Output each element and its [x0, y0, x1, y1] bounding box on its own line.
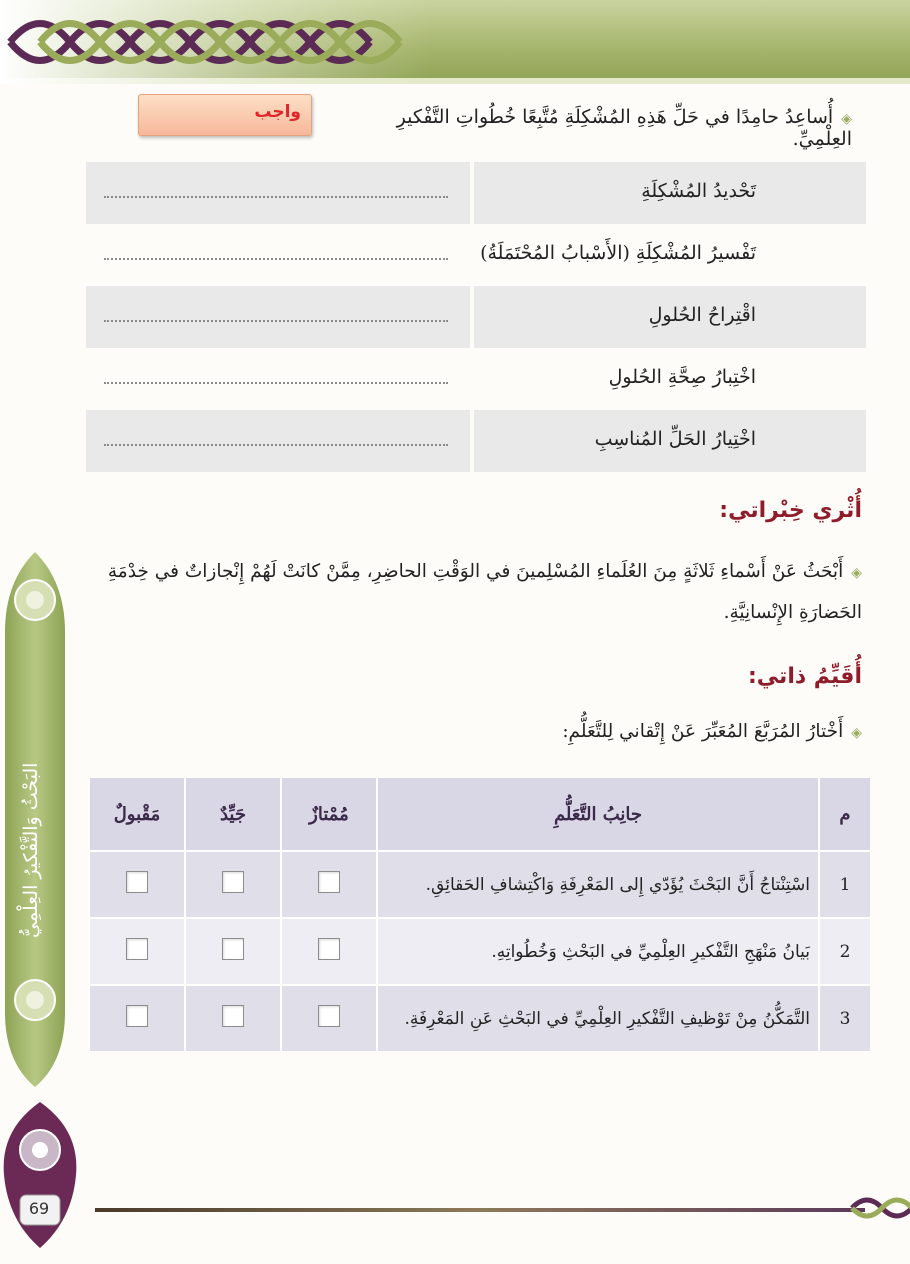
excellent-checkbox[interactable] [318, 938, 340, 960]
row-num: 1 [819, 851, 870, 918]
header-num: م [819, 778, 870, 851]
step-row [86, 410, 866, 472]
step-answer-field[interactable] [86, 410, 470, 472]
step-answer-field[interactable] [86, 162, 470, 224]
table-row [89, 918, 870, 985]
scientific-steps-table [86, 162, 866, 472]
row-num: 2 [819, 918, 870, 985]
homework-badge-label: واجب [254, 102, 301, 122]
table-row [89, 985, 870, 1051]
step-row [86, 348, 866, 410]
exercise-question-text: أُساعِدُ حامِدًا في حَلِّ هَذِهِ المُشْكِلَةِ مُتَّبِعًا خُطُواتِ التَّفْكيرِ العِلْمِيِّ. [396, 106, 852, 150]
diamond-bullet-icon: ◈ [851, 565, 862, 581]
step-label: اخْتِيارُ الحَلِّ المُناسِبِ [474, 410, 866, 472]
header-good: جَيِّدٌ [185, 778, 281, 851]
step-answer-field[interactable] [86, 286, 470, 348]
self-eval-table [88, 778, 870, 1051]
step-row [86, 286, 866, 348]
self-eval-instruction [92, 712, 862, 753]
footer-rings-ornament [848, 1190, 910, 1226]
diamond-bullet-icon: ◈ [851, 725, 862, 741]
page-number-badge [0, 1100, 80, 1250]
homework-badge [138, 94, 312, 136]
acceptable-checkbox[interactable] [126, 1005, 148, 1027]
enrich-text-body: أَبْحَثُ عَنْ أَسْماءِ ثَلاثَةٍ مِنَ العُلَماءِ المُسْلِمينَ في الوَقْتِ الحاضِرِ، مِمَّنْ كانَتْ لَهُمْ إِنْجازاتٌ في خِدْمَةِ الحَضارَةِ الإِنْسانِيَّةِ. [107, 561, 862, 623]
self-eval-title: أُقَيِّمُ ذاتي: [748, 664, 862, 689]
step-row [86, 162, 866, 224]
step-label: اخْتِبارُ صِحَّةِ الحُلولِ [608, 366, 756, 388]
table-row [89, 851, 870, 918]
exercise-question [332, 106, 852, 150]
self-eval-instruction-text: أَخْتارُ المُرَبَّعَ المُعَبِّرَ عَنْ إِتْقاني لِلتَّعَلُّمِ: [562, 721, 844, 742]
acceptable-checkbox[interactable] [126, 871, 148, 893]
good-checkbox[interactable] [222, 938, 244, 960]
header-acceptable: مَقْبولٌ [89, 778, 185, 851]
step-label: تَحْديدُ المُشْكِلَةِ [474, 162, 866, 224]
excellent-checkbox[interactable] [318, 1005, 340, 1027]
table-header-row [89, 778, 870, 851]
row-aspect: التَّمَكُّنُ مِنْ تَوْظيفِ التَّفْكيرِ العِلْمِيِّ في البَحْثِ عَنِ المَعْرِفَةِ. [377, 985, 819, 1051]
header-excellent: مُمْتازٌ [281, 778, 377, 851]
interlaced-rings-ornament [0, 0, 430, 84]
diamond-bullet-icon: ◈ [841, 111, 852, 127]
good-checkbox[interactable] [222, 871, 244, 893]
step-label: تَفْسيرُ المُشْكِلَةِ (الأَسْبابُ المُحْتَمَلَةُ) [480, 242, 756, 264]
footer-divider [95, 1208, 865, 1212]
enrich-title: أُثْري خِبْراتي: [719, 498, 862, 523]
row-aspect: اسْتِنْتاجُ أَنَّ البَحْثَ يُؤَدّي إِلى المَعْرِفَةِ وَاكْتِشافِ الحَقائِقِ. [377, 851, 819, 918]
acceptable-checkbox[interactable] [126, 938, 148, 960]
page-number: 69 [28, 1199, 50, 1218]
row-num: 3 [819, 985, 870, 1051]
enrich-text [92, 552, 862, 633]
step-row [86, 224, 866, 286]
excellent-checkbox[interactable] [318, 871, 340, 893]
step-answer-field[interactable] [86, 348, 470, 410]
good-checkbox[interactable] [222, 1005, 244, 1027]
row-aspect: بَيانُ مَنْهَجِ التَّفْكيرِ العِلْمِيِّ في البَحْثِ وَخُطُواتِهِ. [377, 918, 819, 985]
step-answer-field[interactable] [86, 224, 470, 286]
side-chapter-title: البَحْثُ وَالتَّفْكيرُ العِلْمِيُّ [20, 762, 42, 938]
step-label: اقْتِراحُ الحُلولِ [474, 286, 866, 348]
header-aspect: جانِبُ التَّعَلُّمِ [377, 778, 819, 851]
